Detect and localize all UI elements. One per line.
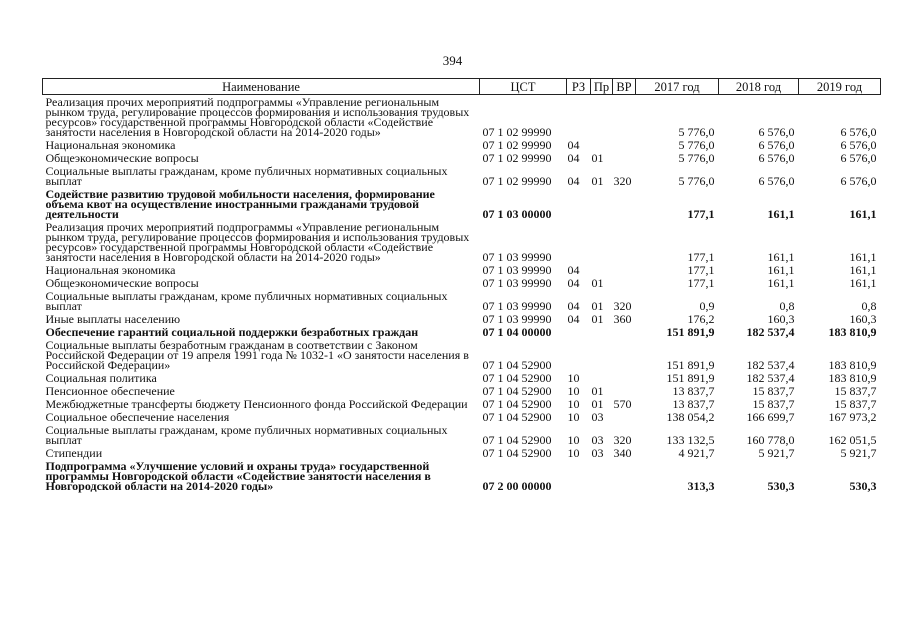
row-cst: 07 1 02 99990 — [482, 125, 552, 139]
page-number: 394 — [442, 53, 463, 68]
table-row — [43, 187, 881, 220]
row-pr: 01 — [591, 397, 604, 411]
row-2017: 177,1 — [687, 207, 715, 221]
row-pr: 03 — [591, 433, 604, 447]
row-rz: 10 — [567, 433, 580, 447]
table-row — [43, 423, 881, 446]
row-pr: 01 — [591, 276, 604, 290]
row-name: Содействие развитию трудовой мобильности населения, формирование объема квот на осуществление иностранными гражданами трудовой деятельности — [45, 187, 435, 221]
row-2019: 167 973,2 — [828, 410, 877, 424]
row-rz — [567, 95, 591, 139]
row-rz: 04 — [567, 276, 580, 290]
row-2017: 151 891,9 — [666, 358, 715, 372]
row-name: Реализация прочих мероприятий подпрограммы «Управление региональным рынком труда, регулирование процессов формирования и использования трудовых ресурсов» государственной программы Новгородской области «Содействие занятости населения в Новгородской области на 2014-2020 годы» — [45, 95, 470, 139]
row-rz: 04 — [567, 299, 580, 313]
row-2017: 13 837,7 — [672, 397, 715, 411]
table-row — [43, 138, 881, 151]
row-2019: 161,1 — [849, 207, 877, 221]
row-name: Социальная политика — [45, 371, 157, 385]
row-vr — [613, 338, 636, 371]
row-2017: 176,2 — [687, 312, 715, 326]
table-row — [43, 276, 881, 289]
row-name: Пенсионное обеспечение — [45, 384, 175, 398]
row-name: Общеэкономические вопросы — [45, 276, 199, 290]
budget-table — [42, 78, 881, 492]
row-2019: 6 576,0 — [840, 151, 877, 165]
header-cst: ЦСТ — [480, 79, 567, 95]
row-2017: 177,1 — [687, 276, 715, 290]
header-vr: ВР — [613, 79, 636, 95]
table-row — [43, 384, 881, 397]
row-cst: 07 1 04 52900 — [482, 371, 552, 385]
row-2019: 15 837,7 — [834, 397, 877, 411]
row-rz: 04 — [567, 138, 580, 152]
row-2018: 160,3 — [767, 312, 795, 326]
row-2017: 0,9 — [699, 299, 715, 313]
row-2017: 313,3 — [687, 479, 715, 493]
row-rz: 04 — [567, 151, 580, 165]
row-2017: 4 921,7 — [678, 446, 715, 460]
row-name: Социальные выплаты гражданам, кроме публичных нормативных социальных выплат — [45, 164, 448, 188]
row-pr — [591, 325, 613, 338]
row-vr: 320 — [613, 174, 632, 188]
row-name: Социальные выплаты безработным гражданам в соответствии с Законом Российской Федерации от 19 апреля 1991 года № 1032-1 «О занятости населения в Российской Федерации» — [45, 338, 469, 372]
row-rz: 10 — [567, 384, 580, 398]
row-cst: 07 1 02 99990 — [482, 151, 552, 165]
table-row — [43, 446, 881, 459]
table-row — [43, 312, 881, 325]
header-name: Наименование — [43, 79, 480, 95]
table-row — [43, 459, 881, 492]
row-2018: 166 699,7 — [746, 410, 795, 424]
row-2017: 177,1 — [687, 263, 715, 277]
row-2018: 161,1 — [767, 263, 795, 277]
row-vr — [613, 459, 636, 492]
row-vr — [613, 384, 636, 397]
row-cst: 07 1 04 52900 — [482, 433, 552, 447]
row-vr: 570 — [613, 397, 632, 411]
row-pr — [591, 459, 613, 492]
row-2017: 13 837,7 — [672, 384, 715, 398]
row-vr: 320 — [613, 433, 632, 447]
row-cst: 07 2 00 00000 — [482, 479, 552, 493]
header-2018: 2018 год — [719, 79, 799, 95]
row-vr — [613, 263, 636, 276]
table-row — [43, 338, 881, 371]
row-vr: 320 — [613, 299, 632, 313]
row-rz: 04 — [567, 174, 580, 188]
row-vr — [613, 371, 636, 384]
row-name: Стипендии — [45, 446, 103, 460]
row-rz: 04 — [567, 312, 580, 326]
row-2017: 5 776,0 — [678, 138, 715, 152]
row-rz — [567, 459, 591, 492]
row-pr: 01 — [591, 299, 604, 313]
row-vr — [613, 220, 636, 263]
row-cst: 07 1 04 52900 — [482, 446, 552, 460]
row-rz: 04 — [567, 263, 580, 277]
row-name: Иные выплаты населению — [45, 312, 181, 326]
row-2019: 183 810,9 — [828, 371, 877, 385]
table-row — [43, 371, 881, 384]
row-pr: 03 — [591, 410, 604, 424]
row-2019: 6 576,0 — [840, 174, 877, 188]
row-2017: 5 776,0 — [678, 174, 715, 188]
row-rz: 10 — [567, 397, 580, 411]
header-rz: РЗ — [567, 79, 591, 95]
row-pr: 03 — [591, 446, 604, 460]
row-2019: 5 921,7 — [840, 446, 877, 460]
row-2018: 160 778,0 — [746, 433, 795, 447]
row-2018: 6 576,0 — [758, 174, 795, 188]
row-2018: 0,8 — [779, 299, 795, 313]
row-pr — [591, 95, 613, 139]
row-vr — [613, 151, 636, 164]
row-2019: 15 837,7 — [834, 384, 877, 398]
row-pr — [591, 138, 613, 151]
row-2019: 161,1 — [849, 250, 877, 264]
row-rz — [567, 220, 591, 263]
row-2018: 530,3 — [767, 479, 795, 493]
row-name: Обеспечение гарантий социальной поддержки безработных граждан — [45, 325, 419, 339]
row-pr: 01 — [591, 384, 604, 398]
table-row — [43, 164, 881, 187]
row-name: Социальное обеспечение населения — [45, 410, 230, 424]
row-name: Подпрограмма «Улучшение условий и охраны труда» государственной программы Новгородской области «Содействие занятости населения в Новгородской области на 2014-2020 годы» — [45, 459, 431, 493]
row-cst: 07 1 04 52900 — [482, 384, 552, 398]
row-2019: 183 810,9 — [828, 325, 877, 339]
row-pr — [591, 220, 613, 263]
row-cst: 07 1 04 52900 — [482, 397, 552, 411]
row-cst: 07 1 03 99990 — [482, 263, 552, 277]
row-2017: 151 891,9 — [666, 371, 715, 385]
table-row — [43, 151, 881, 164]
header-2019: 2019 год — [799, 79, 881, 95]
row-vr — [613, 325, 636, 338]
row-cst: 07 1 04 00000 — [482, 325, 552, 339]
row-2019: 6 576,0 — [840, 138, 877, 152]
row-2017: 177,1 — [687, 250, 715, 264]
row-rz: 10 — [567, 446, 580, 460]
row-2019: 161,1 — [849, 263, 877, 277]
row-cst: 07 1 03 00000 — [482, 207, 552, 221]
row-2018: 15 837,7 — [752, 397, 795, 411]
row-2019: 162 051,5 — [828, 433, 877, 447]
row-2018: 161,1 — [767, 250, 795, 264]
table-row — [43, 263, 881, 276]
row-pr — [591, 371, 613, 384]
header-2017: 2017 год — [636, 79, 719, 95]
row-2019: 0,8 — [861, 299, 877, 313]
row-2018: 6 576,0 — [758, 125, 795, 139]
row-pr: 01 — [591, 151, 604, 165]
row-2018: 15 837,7 — [752, 384, 795, 398]
row-name: Реализация прочих мероприятий подпрограммы «Управление региональным рынком труда, регулирование процессов формирования и использования трудовых ресурсов» государственной программы Новгородской области «Содействие занятости населения в Новгородской области на 2014-2020 годы» — [45, 220, 470, 264]
row-name: Социальные выплаты гражданам, кроме публичных нормативных социальных выплат — [45, 423, 448, 447]
row-pr — [591, 187, 613, 220]
row-rz — [567, 338, 591, 371]
row-vr — [613, 187, 636, 220]
row-cst: 07 1 04 52900 — [482, 410, 552, 424]
row-rz — [567, 187, 591, 220]
row-cst: 07 1 04 52900 — [482, 358, 552, 372]
row-pr — [591, 263, 613, 276]
row-vr — [613, 138, 636, 151]
row-2017: 133 132,5 — [666, 433, 715, 447]
row-2018: 182 537,4 — [746, 325, 795, 339]
row-2019: 160,3 — [849, 312, 877, 326]
row-name: Межбюджетные трансферты бюджету Пенсионного фонда Российской Федерации — [45, 397, 468, 411]
row-2019: 161,1 — [849, 276, 877, 290]
header-pr: Пр — [591, 79, 613, 95]
table-row — [43, 220, 881, 263]
table-row — [43, 410, 881, 423]
row-vr — [613, 410, 636, 423]
row-vr: 340 — [613, 446, 632, 460]
row-rz: 10 — [567, 371, 580, 385]
row-cst: 07 1 03 99990 — [482, 250, 552, 264]
row-2018: 6 576,0 — [758, 151, 795, 165]
row-2018: 161,1 — [767, 207, 795, 221]
row-pr — [591, 338, 613, 371]
row-2018: 6 576,0 — [758, 138, 795, 152]
row-vr: 360 — [613, 312, 632, 326]
row-vr — [613, 276, 636, 289]
table-row — [43, 95, 881, 139]
row-name: Национальная экономика — [45, 138, 176, 152]
row-pr: 01 — [591, 174, 604, 188]
row-vr — [613, 95, 636, 139]
row-2017: 5 776,0 — [678, 151, 715, 165]
row-2017: 151 891,9 — [666, 325, 715, 339]
row-name: Национальная экономика — [45, 263, 176, 277]
row-cst: 07 1 03 99990 — [482, 276, 552, 290]
row-name: Социальные выплаты гражданам, кроме публичных нормативных социальных выплат — [45, 289, 448, 313]
row-rz — [567, 325, 591, 338]
row-cst: 07 1 02 99990 — [482, 138, 552, 152]
row-2017: 5 776,0 — [678, 125, 715, 139]
row-2018: 161,1 — [767, 276, 795, 290]
row-2019: 6 576,0 — [840, 125, 877, 139]
row-cst: 07 1 03 99990 — [482, 312, 552, 326]
row-name: Общеэкономические вопросы — [45, 151, 199, 165]
row-cst: 07 1 03 99990 — [482, 299, 552, 313]
row-2019: 530,3 — [849, 479, 877, 493]
table-header-row — [43, 79, 881, 95]
row-2017: 138 054,2 — [666, 410, 715, 424]
table-row — [43, 397, 881, 410]
table-row — [43, 325, 881, 338]
row-rz: 10 — [567, 410, 580, 424]
table-row — [43, 289, 881, 312]
row-2018: 182 537,4 — [746, 371, 795, 385]
table-body — [43, 95, 881, 493]
row-2018: 5 921,7 — [758, 446, 795, 460]
row-pr: 01 — [591, 312, 604, 326]
row-cst: 07 1 02 99990 — [482, 174, 552, 188]
row-2018: 182 537,4 — [746, 358, 795, 372]
row-2019: 183 810,9 — [828, 358, 877, 372]
